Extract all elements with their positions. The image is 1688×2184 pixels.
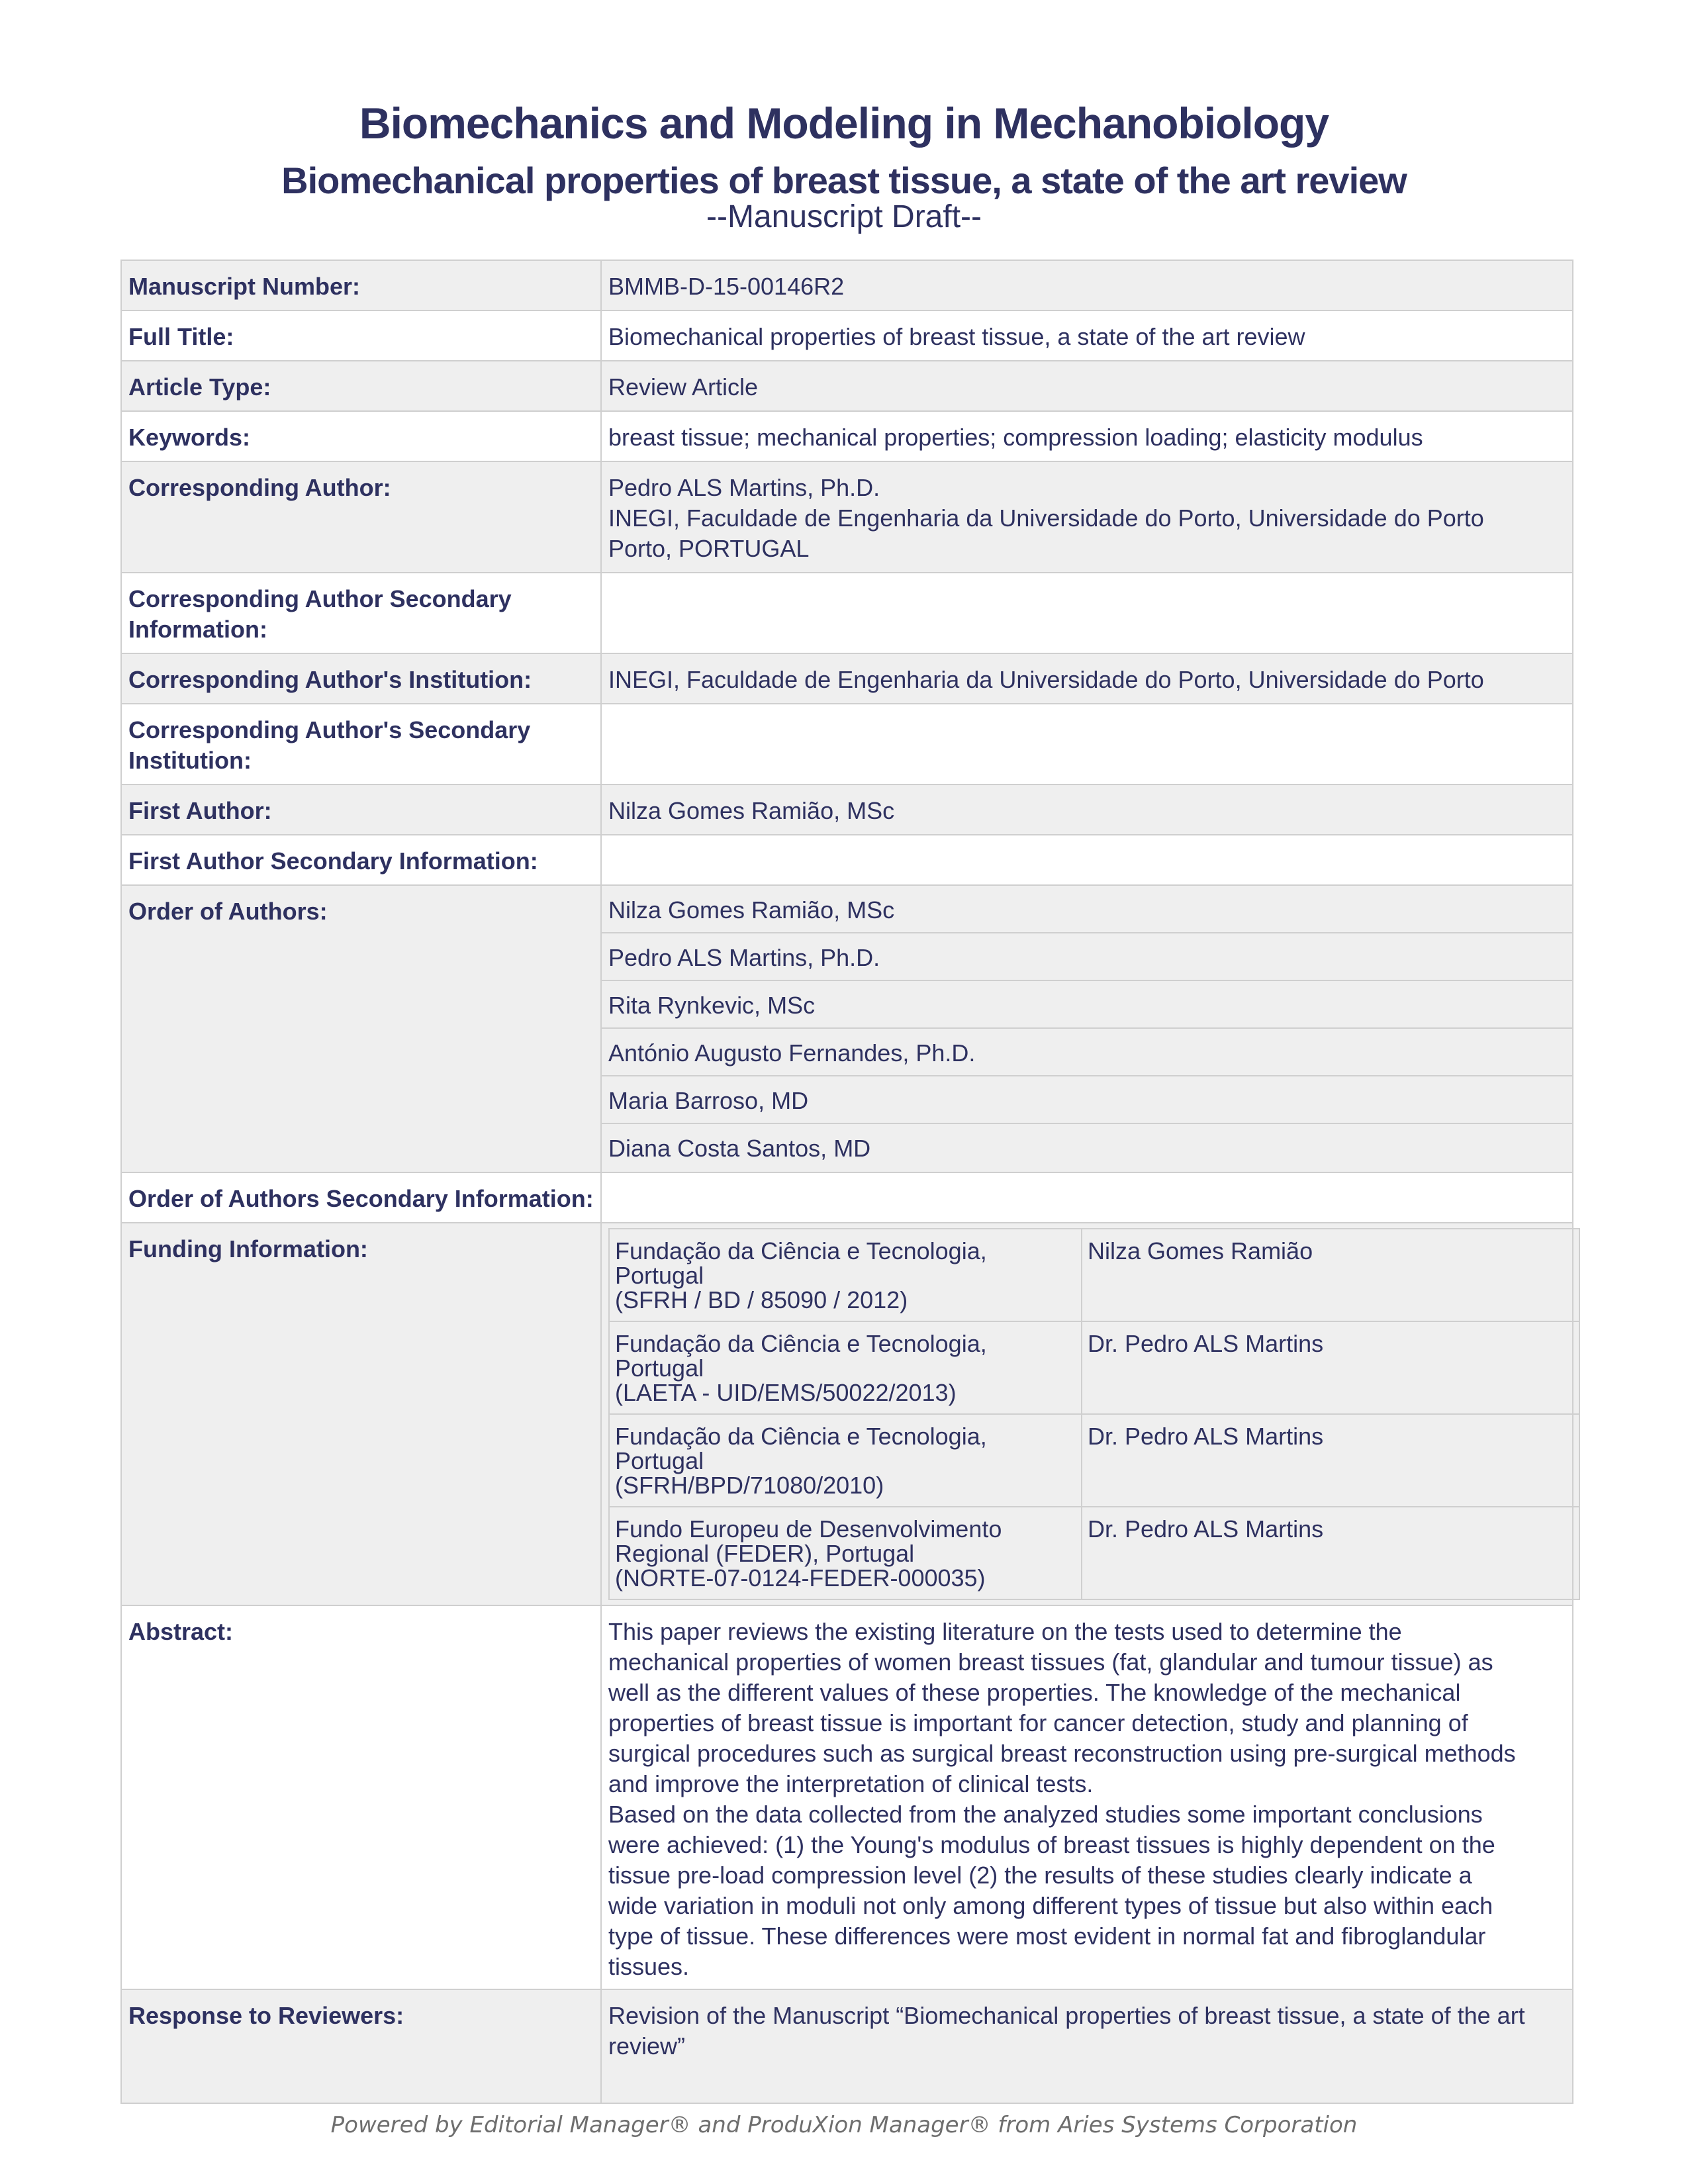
field-value: breast tissue; mechanical properties; compression loading; elasticity modulus xyxy=(601,411,1573,461)
field-value: BMMB-D-15-00146R2 xyxy=(601,260,1573,310)
abstract-line: Based on the data collected from the analyzed studies some important conclusions xyxy=(608,1801,1483,1828)
value-line: review” xyxy=(608,2032,686,2060)
list-item: Diana Costa Santos, MD xyxy=(602,1124,1572,1172)
list-item: Rita Rynkevic, MSc xyxy=(602,981,1572,1029)
field-label: Corresponding Author: xyxy=(121,461,601,573)
funder-line: Fundação da Ciência e Tecnologia, xyxy=(615,1237,987,1264)
funding-table xyxy=(608,1228,1580,1600)
table-row xyxy=(121,784,1573,835)
footer-credit: Powered by Editorial Manager® and ProduXion Manager® from Aries Systems Corporation xyxy=(330,2112,1358,2138)
list-item: António Augusto Fernandes, Ph.D. xyxy=(602,1029,1572,1076)
abstract-line: well as the different values of these properties. The knowledge of the mechanical xyxy=(608,1679,1461,1706)
field-value xyxy=(601,704,1573,784)
abstract-line: wide variation in moduli not only among different types of tissue but also within each xyxy=(608,1892,1493,1919)
field-label: Abstract: xyxy=(121,1605,601,1989)
field-value: Nilza Gomes Ramião, MSc xyxy=(601,784,1573,835)
funder-line: Portugal xyxy=(615,1354,704,1382)
field-label: Order of Authors: xyxy=(121,885,601,1172)
table-row xyxy=(121,835,1573,885)
table-row xyxy=(121,260,1573,310)
funding-row xyxy=(609,1507,1579,1599)
funder xyxy=(609,1229,1082,1321)
label-line: Corresponding Author's Secondary xyxy=(128,716,531,743)
journal-title: Biomechanics and Modeling in Mechanobiology xyxy=(359,99,1329,148)
field-label: Funding Information: xyxy=(121,1223,601,1605)
field-label: First Author: xyxy=(121,784,601,835)
field-label: Order of Authors Secondary Information: xyxy=(121,1172,601,1223)
field-label xyxy=(121,704,601,784)
field-value xyxy=(601,835,1573,885)
field-label: First Author Secondary Information: xyxy=(121,835,601,885)
funder-line: Regional (FEDER), Portugal xyxy=(615,1540,915,1567)
abstract-line: mechanical properties of women breast tissues (fat, glandular and tumour tissue) as xyxy=(608,1648,1493,1676)
field-value: INEGI, Faculdade de Engenharia da Universidade do Porto, Universidade do Porto xyxy=(601,653,1573,704)
list-item: Nilza Gomes Ramião, MSc xyxy=(602,886,1572,933)
table-row xyxy=(121,885,1573,1172)
abstract-line: tissues. xyxy=(608,1953,690,1980)
funder-line: Portugal xyxy=(615,1262,704,1289)
value-line: Porto, PORTUGAL xyxy=(608,535,810,562)
table-row xyxy=(121,1172,1573,1223)
field-label: Response to Reviewers: xyxy=(121,1989,601,2103)
field-label: Article Type: xyxy=(121,361,601,411)
funder-line: (LAETA - UID/EMS/50022/2013) xyxy=(615,1379,957,1406)
table-row xyxy=(121,653,1573,704)
table-row xyxy=(121,573,1573,653)
recipient: Dr. Pedro ALS Martins xyxy=(1082,1507,1579,1599)
funder-line: Fundo Europeu de Desenvolvimento xyxy=(615,1515,1002,1543)
funding-row xyxy=(609,1321,1579,1414)
abstract-line: type of tissue. These differences were most evident in normal fat and fibroglandular xyxy=(608,1923,1486,1950)
funding-row xyxy=(609,1229,1579,1321)
funder xyxy=(609,1321,1082,1414)
recipient: Dr. Pedro ALS Martins xyxy=(1082,1414,1579,1507)
value-line: Revision of the Manuscript “Biomechanical properties of breast tissue, a state of the art xyxy=(608,2002,1525,2029)
field-value: Biomechanical properties of breast tissue, a state of the art review xyxy=(601,310,1573,361)
list-item: Pedro ALS Martins, Ph.D. xyxy=(602,933,1572,981)
abstract-line: and improve the interpretation of clinical tests. xyxy=(608,1770,1094,1797)
funder-line: (SFRH / BD / 85090 / 2012) xyxy=(615,1286,908,1313)
manuscript-info-table xyxy=(120,260,1573,2104)
field-value xyxy=(601,1989,1573,2103)
field-label: Full Title: xyxy=(121,310,601,361)
list-item: Maria Barroso, MD xyxy=(602,1076,1572,1124)
table-row xyxy=(121,411,1573,461)
table-row xyxy=(121,310,1573,361)
abstract-line: were achieved: (1) the Young's modulus of breast tissues is highly dependent on the xyxy=(608,1831,1495,1858)
field-value xyxy=(601,573,1573,653)
abstract-line: surgical procedures such as surgical breast reconstruction using pre-surgical methods xyxy=(608,1740,1516,1767)
field-label: Manuscript Number: xyxy=(121,260,601,310)
recipient: Nilza Gomes Ramião xyxy=(1082,1229,1579,1321)
table-row xyxy=(121,1989,1573,2103)
table-row xyxy=(121,1605,1573,1989)
funder xyxy=(609,1414,1082,1507)
table-row xyxy=(121,461,1573,573)
draft-label: --Manuscript Draft-- xyxy=(706,199,982,234)
authors-list xyxy=(601,885,1573,1172)
value-line: Pedro ALS Martins, Ph.D. xyxy=(608,474,880,501)
abstract-line: tissue pre-load compression level (2) the results of these studies clearly indicate a xyxy=(608,1862,1472,1889)
funder-line: Fundação da Ciência e Tecnologia, xyxy=(615,1423,987,1450)
funder-line: (SFRH/BPD/71080/2010) xyxy=(615,1472,884,1499)
value-line: INEGI, Faculdade de Engenharia da Universidade do Porto, Universidade do Porto xyxy=(608,504,1484,532)
field-value xyxy=(601,1172,1573,1223)
label-line: Information: xyxy=(128,616,267,643)
abstract-text xyxy=(601,1605,1573,1989)
funder-line: Portugal xyxy=(615,1447,704,1474)
table-row xyxy=(121,704,1573,784)
funding-row xyxy=(609,1414,1579,1507)
field-label: Corresponding Author's Institution: xyxy=(121,653,601,704)
funder xyxy=(609,1507,1082,1599)
field-value: Review Article xyxy=(601,361,1573,411)
field-value xyxy=(601,461,1573,573)
funder-line: Fundação da Ciência e Tecnologia, xyxy=(615,1330,987,1357)
label-line: Institution: xyxy=(128,747,252,774)
funding-cell xyxy=(601,1223,1573,1605)
table-row xyxy=(121,361,1573,411)
abstract-line: properties of breast tissue is important for cancer detection, study and planning of xyxy=(608,1709,1468,1736)
manuscript-title: Biomechanical properties of breast tissue, a state of the art review xyxy=(281,160,1407,201)
field-label: Keywords: xyxy=(121,411,601,461)
label-line: Corresponding Author Secondary xyxy=(128,585,512,612)
abstract-line: This paper reviews the existing literature on the tests used to determine the xyxy=(608,1618,1402,1645)
field-label xyxy=(121,573,601,653)
table-row xyxy=(121,1223,1573,1605)
recipient: Dr. Pedro ALS Martins xyxy=(1082,1321,1579,1414)
funder-line: (NORTE-07-0124-FEDER-000035) xyxy=(615,1564,986,1591)
